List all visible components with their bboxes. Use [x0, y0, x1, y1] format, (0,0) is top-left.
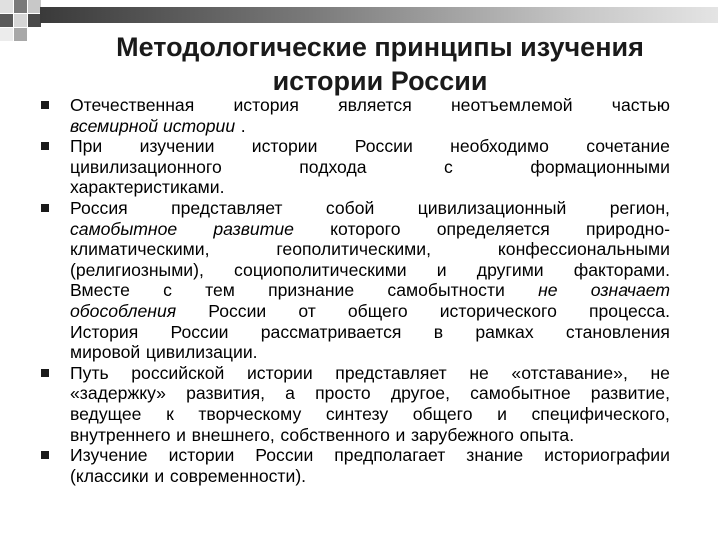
word: другое, — [390, 383, 450, 404]
word: (религиозными), — [70, 259, 204, 280]
word: которого — [330, 218, 401, 239]
word: процесса. — [588, 300, 670, 321]
word: с — [163, 280, 172, 301]
word: мировой — [70, 342, 141, 363]
word: тем — [205, 280, 235, 301]
word: При — [70, 136, 103, 157]
word: России — [170, 321, 229, 342]
word: просто — [315, 383, 371, 404]
word: характеристиками. — [70, 177, 225, 198]
word: предполагает — [334, 445, 446, 466]
bullet-list — [40, 95, 670, 486]
word: развития, — [186, 383, 265, 404]
word: цивилизации. — [145, 342, 258, 363]
word: История — [70, 321, 139, 342]
text-line — [70, 383, 670, 404]
text-line — [70, 445, 670, 466]
list-item — [40, 198, 670, 363]
word: синтезу — [325, 403, 389, 424]
word: «отставание», — [511, 362, 628, 383]
text-line — [70, 301, 670, 322]
word: России — [208, 300, 267, 321]
word: цивилизационного — [70, 156, 222, 177]
word: подхода — [299, 156, 367, 177]
word: другими — [476, 259, 544, 280]
word: (классики — [70, 465, 149, 486]
word: творческому — [198, 403, 302, 424]
word: социополитическими — [234, 259, 407, 280]
text-line — [70, 280, 670, 301]
word: а — [285, 383, 295, 404]
word: конфессиональными — [497, 239, 670, 260]
word: и — [176, 424, 186, 445]
text-line — [70, 363, 670, 384]
word: истории — [246, 362, 313, 383]
word: факторами. — [573, 259, 670, 280]
word: частью — [611, 95, 670, 115]
text-line — [70, 342, 670, 363]
word: к — [166, 403, 174, 424]
word: собой — [325, 197, 375, 218]
word: рассматривается — [260, 321, 402, 342]
word: представляет — [335, 362, 447, 383]
list-item — [40, 363, 670, 445]
header-gradient-bar — [40, 7, 718, 23]
word: становления — [565, 321, 670, 342]
word: Изучение — [70, 445, 148, 466]
word: всемирной истории — [70, 115, 236, 136]
word: представляет — [171, 197, 283, 218]
word: . — [240, 115, 246, 136]
word: самобытности — [387, 280, 505, 301]
word: развитие — [213, 218, 294, 239]
text-line — [70, 136, 670, 157]
word: является — [338, 95, 412, 115]
word: формационными — [530, 156, 670, 177]
list-item — [40, 445, 670, 486]
word: и — [497, 403, 507, 424]
word: не — [650, 362, 670, 383]
word: и — [154, 465, 165, 486]
slide-title: Методологические принципы изучения истории России — [116, 32, 644, 96]
text-line — [70, 116, 670, 137]
word: в — [433, 321, 444, 342]
word: России — [354, 136, 413, 157]
word: от — [298, 300, 316, 321]
bullet-square-icon — [41, 204, 49, 212]
word: самобытное — [470, 383, 571, 404]
text-line — [70, 157, 670, 178]
word: ведущее — [70, 403, 142, 424]
bullet-square-icon — [41, 101, 49, 109]
text-line — [70, 466, 670, 487]
word: специфического, — [531, 403, 670, 424]
word: самобытное — [70, 218, 178, 239]
word: природно- — [586, 218, 670, 239]
word: определяется — [436, 218, 550, 239]
word: зарубежного — [410, 424, 514, 445]
word: и — [436, 259, 447, 280]
word: климатическими, — [70, 239, 210, 260]
word: Вместе — [70, 280, 130, 301]
word: означает — [590, 280, 670, 301]
word: не — [469, 362, 489, 383]
word: России — [255, 445, 314, 466]
word: современности). — [169, 465, 307, 486]
word: регион, — [609, 197, 670, 218]
text-line — [70, 260, 670, 281]
text-line — [70, 177, 670, 198]
word: цивилизационный — [417, 197, 567, 218]
word: истории — [168, 445, 235, 466]
word: история — [233, 95, 299, 115]
word: не — [538, 280, 558, 301]
word: неотъемлемой — [450, 95, 573, 115]
word: геополитическими, — [276, 239, 431, 260]
word: изучении — [139, 136, 215, 157]
word: истории — [251, 136, 318, 157]
word: знание — [466, 445, 524, 466]
text-line — [70, 425, 670, 446]
word: необходимо — [450, 136, 549, 157]
word: Путь — [70, 362, 109, 383]
word: российской — [131, 362, 225, 383]
word: рамках — [475, 321, 534, 342]
bullet-square-icon — [41, 142, 49, 150]
list-item — [40, 136, 670, 198]
text-line — [70, 322, 670, 343]
list-item — [40, 95, 670, 136]
word: Россия — [70, 197, 128, 218]
word: признание — [268, 280, 355, 301]
word: внутреннего — [70, 424, 171, 445]
text-line — [70, 404, 670, 425]
word: исторического — [439, 300, 557, 321]
word: «задержку» — [70, 383, 166, 404]
bullet-square-icon — [41, 451, 49, 459]
word: обособления — [70, 300, 177, 321]
word: общего — [347, 300, 408, 321]
word: историографии — [544, 445, 670, 466]
word: собственного — [280, 424, 390, 445]
word: общего — [412, 403, 473, 424]
word: развитие, — [590, 383, 670, 404]
word: сочетание — [586, 136, 670, 157]
word: Отечественная — [70, 95, 195, 115]
text-line — [70, 95, 670, 116]
word: и — [395, 424, 406, 445]
word: внешнего, — [191, 424, 275, 445]
word: опыта. — [519, 424, 575, 445]
text-line — [70, 198, 670, 219]
text-line — [70, 239, 670, 260]
bullet-square-icon — [41, 369, 49, 377]
word: с — [444, 156, 453, 177]
text-line — [70, 219, 670, 240]
